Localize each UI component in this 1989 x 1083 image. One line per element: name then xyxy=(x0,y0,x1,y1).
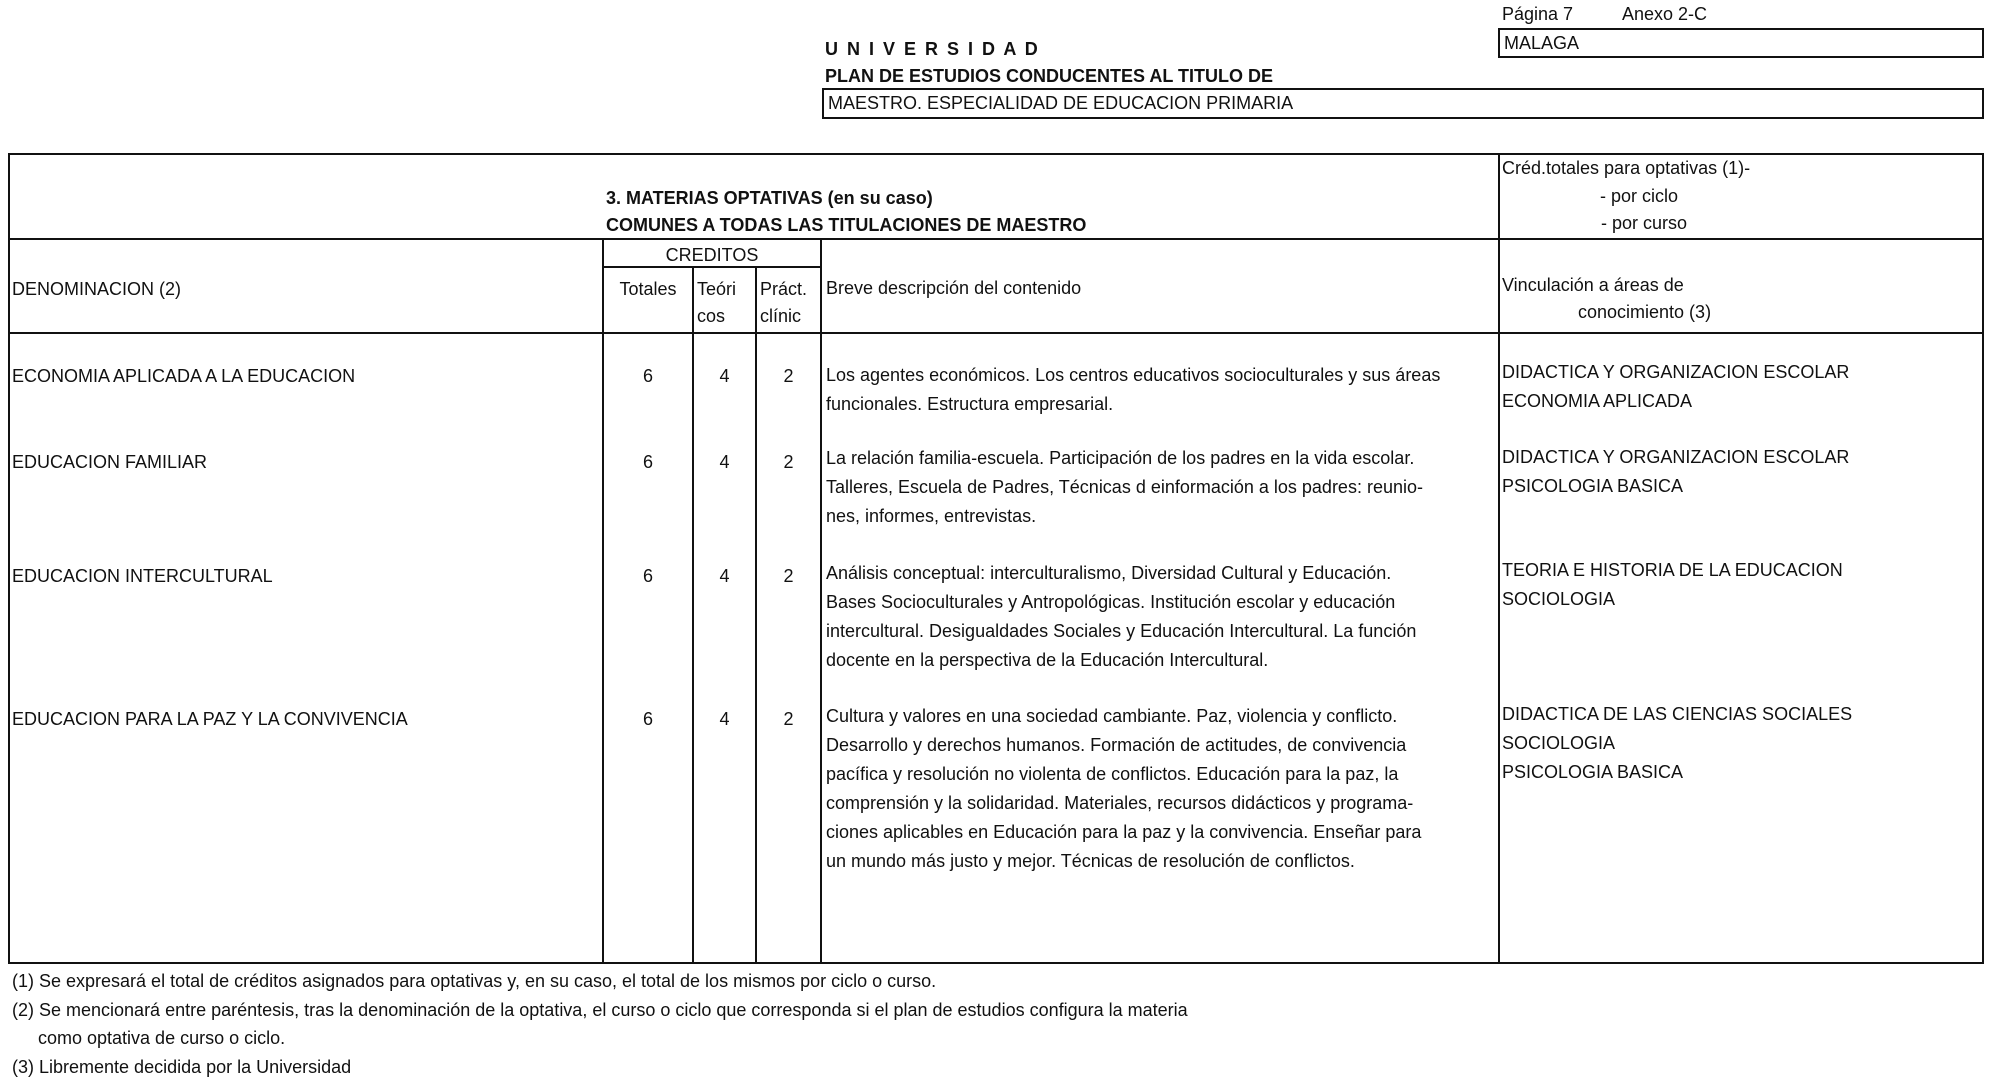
row-2-areas xyxy=(1502,443,1849,501)
column-header-practicos: Práct. xyxy=(760,279,808,299)
row-4-description-line: Cultura y valores en una sociedad cambiante. Paz, violencia y conflicto. xyxy=(826,706,1398,726)
column-header-totales: Totales xyxy=(619,279,677,299)
row-2-totales: 6 xyxy=(642,452,653,472)
col-divider-practicos xyxy=(820,238,822,964)
col-divider-descripcion xyxy=(1498,153,1500,964)
row-4-description-line: un mundo más justo y mejor. Técnicas de resolución de conflictos. xyxy=(826,851,1355,871)
credits-info-title: Créd.totales para optativas (1)- xyxy=(1502,158,1751,178)
column-header-teoricos-cont: cos xyxy=(697,306,726,326)
page-number: Página 7 xyxy=(1502,4,1574,24)
row-1-area: DIDACTICA Y ORGANIZACION ESCOLAR xyxy=(1502,362,1850,382)
row-3-practicos: 2 xyxy=(783,566,794,586)
footnote-2-cont: como optativa de curso o ciclo. xyxy=(38,1028,286,1048)
plan-field xyxy=(822,88,1984,119)
row-3-description xyxy=(826,559,1416,675)
row-2-description xyxy=(826,444,1423,531)
row-4-area: PSICOLOGIA BASICA xyxy=(1502,762,1684,782)
row-2-name: EDUCACION FAMILIAR xyxy=(12,452,208,472)
row-1-description-line: Los agentes económicos. Los centros educativos socioculturales y sus áreas xyxy=(826,365,1441,385)
plan-label: PLAN DE ESTUDIOS CONDUCENTES AL TITULO DE xyxy=(825,66,1274,86)
row-3-area: SOCIOLOGIA xyxy=(1502,589,1616,609)
row-3-description-line: Análisis conceptual: interculturalismo, Diversidad Cultural y Educación. xyxy=(826,563,1392,583)
col-divider-denominacion xyxy=(602,238,604,964)
row-4-area: SOCIOLOGIA xyxy=(1502,733,1616,753)
footnote-2: (2) Se mencionará entre paréntesis, tras la denominación de la optativa, el curso o ciclo que corresponda si el plan de estudios configura la materia xyxy=(12,1000,1188,1020)
row-3-description-line: Bases Socioculturales y Antropológicas. Institución escolar y educación xyxy=(826,592,1396,612)
row-2-practicos: 2 xyxy=(783,452,794,472)
row-2-description-line: La relación familia-escuela. Participación de los padres en la vida escolar. xyxy=(826,448,1415,468)
row-3-totales: 6 xyxy=(642,566,653,586)
row-2-teoricos: 4 xyxy=(719,452,730,472)
row-3-area: TEORIA E HISTORIA DE LA EDUCACION xyxy=(1502,560,1843,580)
row-1-description-line: funcionales. Estructura empresarial. xyxy=(826,394,1114,414)
row-4-teoricos: 4 xyxy=(719,709,730,729)
row-3-areas xyxy=(1502,556,1843,614)
row-1-name: ECONOMIA APLICADA A LA EDUCACION xyxy=(12,366,356,386)
row-3-description-line: docente en la perspectiva de la Educación Intercultural. xyxy=(826,650,1269,670)
row-4-area: DIDACTICA DE LAS CIENCIAS SOCIALES xyxy=(1502,704,1853,724)
section-subtitle: COMUNES A TODAS LAS TITULACIONES DE MAESTRO xyxy=(606,215,1087,235)
row-1-area: ECONOMIA APLICADA xyxy=(1502,391,1693,411)
row-2-area: PSICOLOGIA BASICA xyxy=(1502,476,1684,496)
column-header-practicos-cont: clínic xyxy=(760,306,802,326)
row-4-areas xyxy=(1502,700,1852,787)
row-4-description-line: Desarrollo y derechos humanos. Formación de actitudes, de convivencia xyxy=(826,735,1407,755)
row-1-description xyxy=(826,361,1440,419)
column-header-creditos: CREDITOS xyxy=(665,245,759,265)
column-header-vinculacion: Vinculación a áreas de xyxy=(1502,275,1684,295)
credits-info-per-course: - por curso xyxy=(1600,213,1687,233)
row-4-description xyxy=(826,702,1421,876)
row-3-description-line: intercultural. Desigualdades Sociales y Educación Intercultural. La función xyxy=(826,621,1417,641)
row-4-totales: 6 xyxy=(642,709,653,729)
row-1-areas xyxy=(1502,358,1849,416)
column-header-denominacion: DENOMINACION (2) xyxy=(12,279,182,299)
row-4-description-line: ciones aplicables en Educación para la paz y la convivencia. Enseñar para xyxy=(826,822,1422,842)
annex-label: Anexo 2-C xyxy=(1622,4,1708,24)
row-4-description-line: comprensión y la solidaridad. Materiales, recursos didácticos y programa- xyxy=(826,793,1414,813)
row-2-description-line: Talleres, Escuela de Padres, Técnicas d einformación a los padres: reunio- xyxy=(826,477,1423,497)
university-field xyxy=(1498,28,1984,58)
plan-value: MAESTRO. ESPECIALIDAD DE EDUCACION PRIMARIA xyxy=(828,93,1294,113)
column-header-descripcion: Breve descripción del contenido xyxy=(826,278,1082,298)
row-4-description-line: pacífica y resolución no violenta de conflictos. Educación para la paz, la xyxy=(826,764,1399,784)
row-1-practicos: 2 xyxy=(783,366,794,386)
row-4-practicos: 2 xyxy=(783,709,794,729)
row-1-teoricos: 4 xyxy=(719,366,730,386)
title-divider xyxy=(8,238,1984,240)
row-4-name: EDUCACION PARA LA PAZ Y LA CONVIVENCIA xyxy=(12,709,408,729)
column-header-teoricos: Teóri xyxy=(697,279,737,299)
university-label: U N I V E R S I D A D xyxy=(825,39,1040,59)
section-title: 3. MATERIAS OPTATIVAS (en su caso) xyxy=(606,188,933,208)
row-2-description-line: nes, informes, entrevistas. xyxy=(826,506,1037,526)
credits-info-per-cycle: - por ciclo xyxy=(1599,186,1678,206)
footnote-1: (1) Se expresará el total de créditos asignados para optativas y, en su caso, el total de los mismos por ciclo o curso. xyxy=(12,971,937,991)
row-2-area: DIDACTICA Y ORGANIZACION ESCOLAR xyxy=(1502,447,1850,467)
row-3-name: EDUCACION INTERCULTURAL xyxy=(12,566,273,586)
university-value: MALAGA xyxy=(1504,33,1580,53)
row-3-teoricos: 4 xyxy=(719,566,730,586)
column-header-vinculacion-cont: conocimiento (3) xyxy=(1578,302,1712,322)
creditos-divider xyxy=(602,266,822,268)
row-1-totales: 6 xyxy=(642,366,653,386)
footnote-3: (3) Libremente decidida por la Universidad xyxy=(12,1057,352,1077)
header-divider xyxy=(8,332,1984,334)
